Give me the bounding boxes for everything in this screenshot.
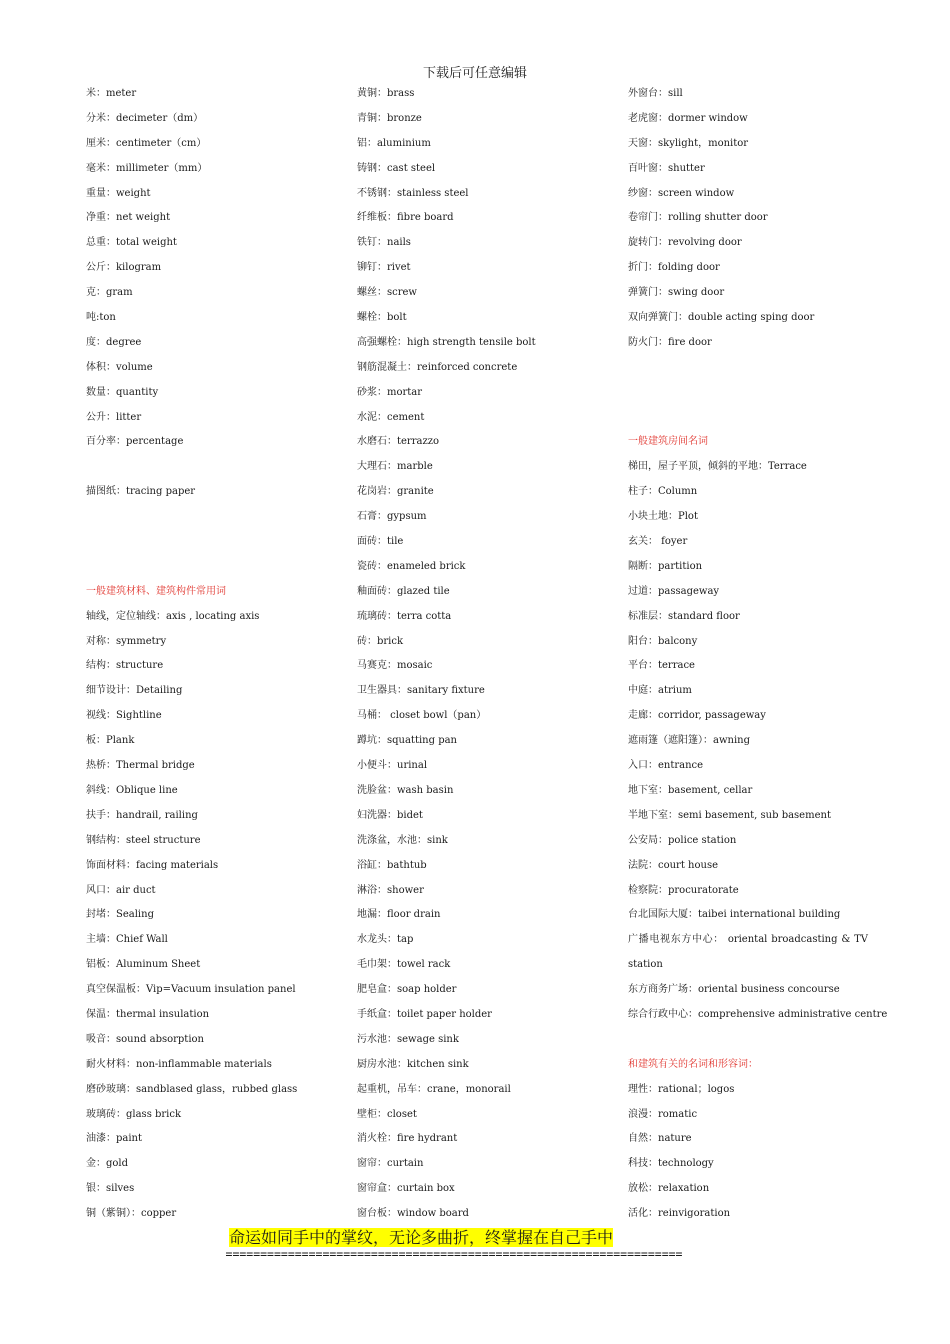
glossary-entry: 不锈钢：stainless steel xyxy=(357,187,469,199)
footer-motto-text: 命运如同手中的掌纹，无论多曲折，终掌握在自己手中 xyxy=(228,1228,613,1247)
glossary-entry: 公升：litter xyxy=(86,411,142,423)
glossary-entry: 浴缸：bathtub xyxy=(357,859,427,871)
glossary-entry: 琉璃砖：terra cotta xyxy=(357,610,452,622)
column-1 xyxy=(86,82,336,1227)
glossary-entry: 保温：thermal insulation xyxy=(86,1008,210,1020)
glossary-entry: 外窗台：sill xyxy=(628,88,683,99)
glossary-entry: 毛巾架：towel rack xyxy=(357,959,451,971)
glossary-entry: 洗涤盆，水池：sink xyxy=(357,834,448,846)
column-2 xyxy=(357,82,607,1227)
glossary-entry: 耐火材料：non-inflammable materials xyxy=(86,1058,272,1070)
glossary-entry: 放松：relaxation xyxy=(628,1183,710,1195)
glossary-entry: 旋转门：revolving door xyxy=(628,237,742,249)
section-heading: 和建筑有关的名词和形容词： xyxy=(628,1058,758,1070)
glossary-entry: 标准层：standard floor xyxy=(628,610,740,622)
glossary-entry: 百叶窗：shutter xyxy=(628,162,705,174)
glossary-entry: 度：degree xyxy=(86,336,142,348)
glossary-entry: 视线：Sightline xyxy=(86,710,162,722)
blank-line xyxy=(86,530,336,555)
glossary-entry: 青铜：bronze xyxy=(357,112,422,124)
glossary-entry: 大理石：marble xyxy=(357,461,433,473)
glossary-entry: 过道：passageway xyxy=(628,585,720,597)
glossary-entry: 金：gold xyxy=(86,1158,129,1170)
glossary-entry: 面砖：tile xyxy=(357,536,404,548)
glossary-entry: 吸音：sound absorption xyxy=(86,1033,204,1045)
glossary-entry: 窗帘：curtain xyxy=(357,1158,424,1170)
glossary-entry: 蹲坑：squatting pan xyxy=(357,735,457,747)
glossary-entry: 窗帘盒：curtain box xyxy=(357,1183,455,1195)
glossary-entry: 高强螺栓：high strength tensile bolt xyxy=(357,336,536,348)
glossary-entry: 黄铜：brass xyxy=(357,88,415,99)
glossary-entry: 玄关： foyer xyxy=(628,536,688,548)
glossary-entry: 铁钉：nails xyxy=(357,237,411,249)
glossary-entry: 螺栓：bolt xyxy=(357,312,407,324)
glossary-entry: 斜线：Oblique line xyxy=(86,784,178,796)
glossary-entry: 窗台板：window board xyxy=(357,1208,469,1220)
glossary-entry: 数量：quantity xyxy=(86,386,159,398)
glossary-entry: 小块土地：Plot xyxy=(628,511,698,523)
glossary-entry: 铜（紫铜）：copper xyxy=(86,1208,177,1220)
glossary-entry: 克：gram xyxy=(86,287,133,299)
glossary-entry: 石膏：gypsum xyxy=(357,511,427,523)
glossary-entry: 阳台：balcony xyxy=(628,635,698,647)
glossary-entry: 净重：net weight xyxy=(86,212,171,224)
glossary-entry: 检察院：procuratorate xyxy=(628,884,739,896)
glossary-entry: 活化：reinvigoration xyxy=(628,1208,731,1220)
glossary-entry: 扶手：handrail, railing xyxy=(86,809,198,821)
glossary-entry: 科技：technology xyxy=(628,1158,714,1170)
glossary-entry: 瓷砖：enameled brick xyxy=(357,560,466,572)
glossary-entry: 双向弹簧门：double acting sping door xyxy=(628,312,815,324)
glossary-entry: 油漆：paint xyxy=(86,1133,143,1145)
section-heading: 一般建筑房间名词 xyxy=(628,436,708,448)
glossary-entry: 吨:ton xyxy=(86,312,116,324)
glossary-entry: 银：silves xyxy=(86,1183,135,1195)
glossary-entry: 壁柜：closet xyxy=(357,1108,417,1120)
glossary-entry: 走廊：corridor, passageway xyxy=(628,710,766,722)
glossary-entry: 钢结构：steel structure xyxy=(86,834,201,846)
glossary-entry: 老虎窗：dormer window xyxy=(628,112,748,124)
glossary-entry: 半地下室：semi basement, sub basement xyxy=(628,809,831,821)
glossary-entry: 公安局：police station xyxy=(628,834,737,846)
glossary-entry: 钢筋混凝土：reinforced concrete xyxy=(357,361,518,373)
glossary-entry: 污水池：sewage sink xyxy=(357,1033,459,1045)
glossary-entry: 真空保温板：Vip=Vacuum insulation panel xyxy=(86,984,296,996)
blank-line xyxy=(86,555,336,580)
glossary-entry: 马赛克：mosaic xyxy=(357,660,433,672)
glossary-entry: 砖：brick xyxy=(357,635,404,647)
glossary-entry: 平台：terrace xyxy=(628,660,695,672)
glossary-entry: 小便斗：urinal xyxy=(357,760,428,772)
glossary-entry: 东方商务广场：oriental business concourse xyxy=(628,984,840,996)
glossary-entry: 卷帘门：rolling shutter door xyxy=(628,212,768,224)
blank-line xyxy=(86,455,336,480)
glossary-entry: station xyxy=(628,959,663,971)
glossary-entry: 铸钢：cast steel xyxy=(357,162,436,174)
glossary-entry: 铝板：Aluminum Sheet xyxy=(86,959,201,971)
footer-motto xyxy=(0,1228,842,1248)
glossary-entry: 厨房水池：kitchen sink xyxy=(357,1058,469,1070)
blank-line xyxy=(86,505,336,530)
glossary-entry: 入口：entrance xyxy=(628,760,704,772)
glossary-entry: 妇洗器：bidet xyxy=(357,809,423,821)
glossary-entry: 米：meter xyxy=(86,88,137,99)
glossary-entry: 主墙：Chief Wall xyxy=(86,934,168,946)
glossary-entry: 饰面材料：facing materials xyxy=(86,859,219,871)
glossary-entry: 花岗岩：granite xyxy=(357,486,434,498)
glossary-entry: 广播电视东方中心： oriental broadcasting & TV xyxy=(628,934,868,946)
glossary-entry: 水龙头：tap xyxy=(357,934,414,946)
glossary-entry: 中庭：atrium xyxy=(628,685,692,697)
glossary-entry: 轴线，定位轴线：axis , locating axis xyxy=(86,610,260,622)
glossary-entry: 遮雨篷（遮阳篷）：awning xyxy=(628,735,751,747)
glossary-entry: 风口：air duct xyxy=(86,884,156,896)
glossary-entry: 理性：rational；logos xyxy=(628,1083,735,1095)
glossary-entry: 梯田，屋子平顶，倾斜的平地：Terrace xyxy=(628,461,807,473)
glossary-entry: 马桶： closet bowl（pan） xyxy=(357,710,487,722)
glossary-entry: 重量：weight xyxy=(86,187,151,199)
glossary-entry: 淋浴：shower xyxy=(357,884,424,896)
glossary-entry: 描图纸：tracing paper xyxy=(86,486,196,498)
glossary-entry: 分米：decimeter（dm） xyxy=(86,112,204,124)
blank-line xyxy=(628,1028,868,1053)
glossary-entry: 法院：court house xyxy=(628,859,718,871)
glossary-entry: 水磨石：terrazzo xyxy=(357,436,440,448)
glossary-entry: 砂浆：mortar xyxy=(357,386,423,398)
blank-line xyxy=(628,381,868,406)
glossary-entry: 铝：aluminium xyxy=(357,137,431,149)
glossary-entry: 磨砂玻璃：sandblased glass，rubbed glass xyxy=(86,1083,298,1095)
glossary-entry: 总重：total weight xyxy=(86,237,177,249)
footer-separator: ================================================================== xyxy=(225,1247,683,1261)
glossary-entry: 弹簧门：swing door xyxy=(628,287,725,299)
document-header: 下载后可任意编辑 xyxy=(422,66,527,81)
glossary-entry: 铆钉：rivet xyxy=(357,262,411,274)
glossary-entry: 水泥：cement xyxy=(357,411,425,423)
glossary-entry: 结构：structure xyxy=(86,660,164,672)
glossary-entry: 地下室：basement, cellar xyxy=(628,784,753,796)
glossary-entry: 消火栓：fire hydrant xyxy=(357,1133,458,1145)
glossary-entry: 板：Plank xyxy=(86,735,135,747)
glossary-entry: 釉面砖：glazed tile xyxy=(357,585,450,597)
glossary-entry: 纤维板：fibre board xyxy=(357,212,454,224)
glossary-entry: 柱子：Column xyxy=(628,486,698,498)
blank-line xyxy=(628,406,868,431)
blank-line xyxy=(628,356,868,381)
glossary-entry: 对称：symmetry xyxy=(86,635,167,647)
glossary-entry: 浪漫：romatic xyxy=(628,1108,698,1120)
glossary-entry: 防火门：fire door xyxy=(628,336,712,348)
glossary-entry: 体积：volume xyxy=(86,361,153,373)
glossary-entry: 公斤：kilogram xyxy=(86,262,162,274)
glossary-entry: 毫米：millimeter（mm） xyxy=(86,162,208,174)
glossary-entry: 卫生器具：sanitary fixture xyxy=(357,685,485,697)
glossary-entry: 百分率：percentage xyxy=(86,436,184,448)
glossary-entry: 细节设计：Detailing xyxy=(86,685,183,697)
glossary-entry: 厘米：centimeter（cm） xyxy=(86,137,207,149)
column-3 xyxy=(628,82,888,1227)
glossary-entry: 折门：folding door xyxy=(628,262,720,274)
glossary-entry: 手纸盒：toilet paper holder xyxy=(357,1008,492,1020)
glossary-entry: 地漏：floor drain xyxy=(357,909,441,921)
glossary-entry: 螺丝：screw xyxy=(357,287,417,299)
glossary-entry: 纱窗：screen window xyxy=(628,187,735,199)
glossary-entry: 起重机，吊车：crane，monorail xyxy=(357,1083,511,1095)
glossary-entry: 玻璃砖：glass brick xyxy=(86,1108,182,1120)
section-heading: 一般建筑材料、建筑构件常用词 xyxy=(86,585,226,597)
glossary-entry: 洗脸盆：wash basin xyxy=(357,784,454,796)
glossary-entry: 天窗：skylight，monitor xyxy=(628,137,749,149)
glossary-entry: 隔断：partition xyxy=(628,560,703,572)
glossary-entry: 综合行政中心：comprehensive administrative centre xyxy=(628,1008,888,1020)
glossary-entry: 台北国际大厦：taibei international building xyxy=(628,909,841,921)
glossary-entry: 热桥：Thermal bridge xyxy=(86,760,195,772)
glossary-entry: 肥皂盒：soap holder xyxy=(357,984,457,996)
glossary-entry: 封堵：Sealing xyxy=(86,909,154,921)
glossary-entry: 自然：nature xyxy=(628,1133,692,1145)
